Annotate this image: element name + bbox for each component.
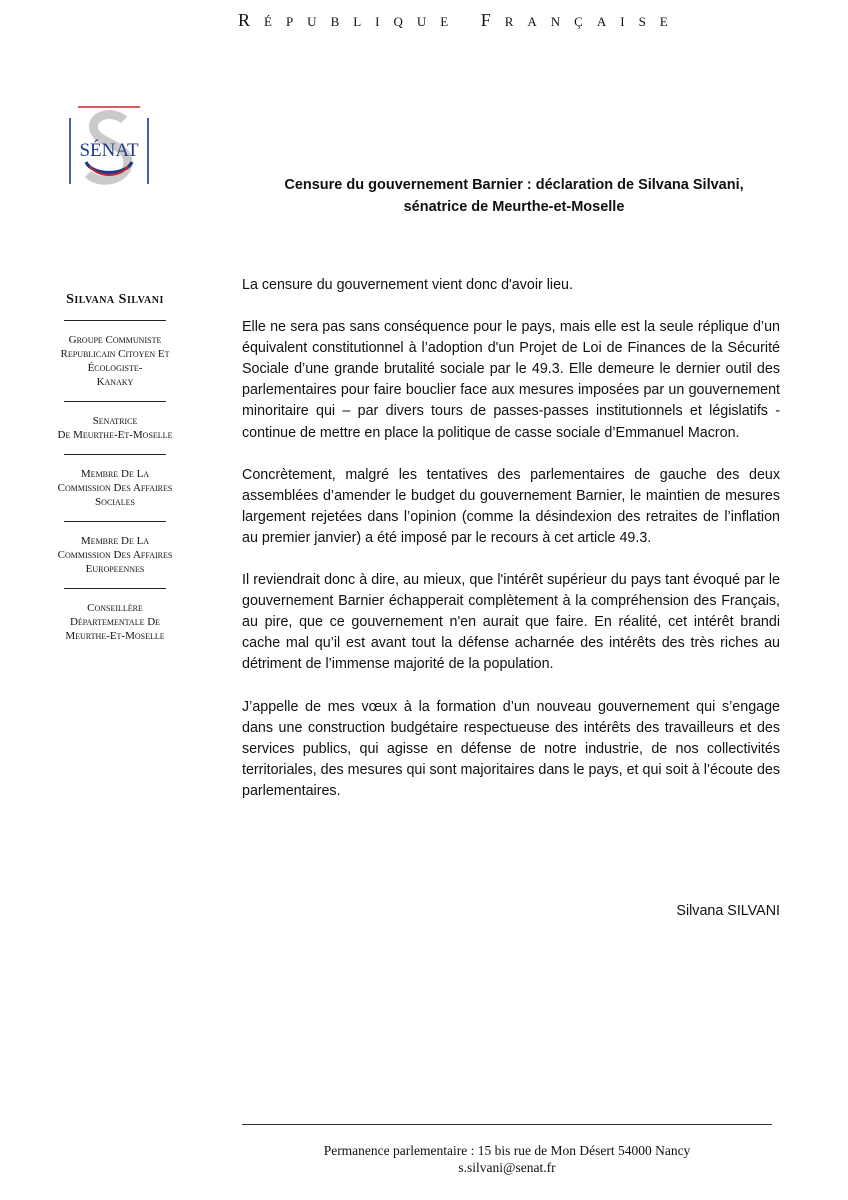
senat-logo: [64, 104, 154, 192]
paragraph: J’appelle de mes vœux à la formation d’un nouveau gouvernement qui s’engage dans une construction budgétaire respectueuse des intérêts des travailleurs et des services publics, qui agisse en défense de notre industrie, de nos collectivités territoriales, des mesures qui sont majoritaires dans le pays, et qui soit à l’écoute des parlementaires.: [242, 698, 780, 799]
footer-address: Permanence parlementaire : 15 bis rue de Mon Désert 54000 Nancy: [323, 1143, 691, 1158]
paragraph: La censure du gouvernement vient donc d'avoir lieu.: [242, 277, 573, 293]
sidebar-divider: [64, 320, 166, 321]
sidebar-line: Groupe Communiste: [68, 334, 162, 346]
title-line-2: sénatrice de Meurthe-et-Moselle: [403, 199, 625, 215]
sidebar: [30, 292, 200, 655]
sidebar-divider: [64, 588, 166, 589]
sidebar-line: Republicain Citoyen Et: [60, 348, 170, 360]
press-release-title: [240, 174, 788, 218]
sidebar-divider: [64, 454, 166, 455]
sidebar-divider: [64, 521, 166, 522]
sidebar-group: [30, 333, 200, 389]
sidebar-line: De Meurthe-Et-Moselle: [57, 429, 173, 441]
sidebar-line: Europeennes: [85, 563, 145, 575]
sidebar-line: Meurthe-Et-Moselle: [65, 630, 165, 642]
sidebar-line: Membre De La: [80, 535, 150, 547]
sidebar-line: Commission Des Affaires: [57, 549, 173, 561]
sidebar-line: Senatrice: [92, 415, 138, 427]
svg-text:SÉNAT: SÉNAT: [79, 140, 139, 161]
paragraph: Concrètement, malgré les tentatives des parlementaires de gauche des deux assemblées d’amender le budget du gouvernement Barnier, le maintien de mesures largement rejetées dans l’opinion (comme la désindexion des retraites de l’inflation au premier janvier) a été imposé par le recours à cet article 49.3.: [242, 466, 780, 546]
footer-email: s.silvani@senat.fr: [458, 1160, 556, 1175]
signature: Silvana SILVANI: [676, 903, 780, 919]
republique-francaise-header: République Française: [238, 10, 682, 30]
paragraph: Il reviendrait donc à dire, au mieux, que l'intérêt supérieur du pays tant évoqué par le gouvernement Barnier échapperait complètement à la compréhension des Français, au pire, que ce gouvernement n'en aurait que faire. En réalité, cet intérêt brandi cache mal qu’il est avant tout la défense acharnée des intérêts des très riches au détriment de l’immense majorité de la population.: [242, 572, 780, 673]
statement-body: [242, 275, 780, 823]
footer-divider: [242, 1124, 772, 1125]
sidebar-line: Sociales: [95, 496, 135, 508]
sidebar-line: Membre De La: [80, 468, 150, 480]
title-line-1: Censure du gouvernement Barnier : déclaration de Silvana Silvani,: [284, 177, 744, 193]
sidebar-divider: [64, 401, 166, 402]
sidebar-line: Conseillère: [87, 602, 143, 614]
sidebar-departmental: [30, 601, 200, 643]
paragraph: Elle ne sera pas sans conséquence pour le pays, mais elle est la seule réplique d’un équivalent constitutionnel à l’adoption d'un Projet de Loi de Finances de la Sécurité Sociale d’une grande brutalité sociale par le 49.3. Elle demeure le dernier outil des parlementaires pour faire bouclier face aux mesures imposées par un gouvernement minoritaire qui – par divers tours de passes-passes institutionnels et législatifs - continue de mettre en place la politique de casse sociale d’Emmanuel Macron.: [242, 319, 780, 441]
sidebar-line: Départementale De: [69, 616, 161, 628]
sidebar-commission-europe: [30, 534, 200, 576]
sidebar-mandate: [30, 414, 200, 442]
sidebar-line: Écologiste-: [87, 362, 143, 374]
footer: [242, 1142, 772, 1176]
sidebar-commission-social: [30, 467, 200, 509]
senator-name: Silvana Silvani: [66, 292, 164, 307]
sidebar-line: Kanaky: [96, 376, 134, 388]
sidebar-line: Commission Des Affaires: [57, 482, 173, 494]
